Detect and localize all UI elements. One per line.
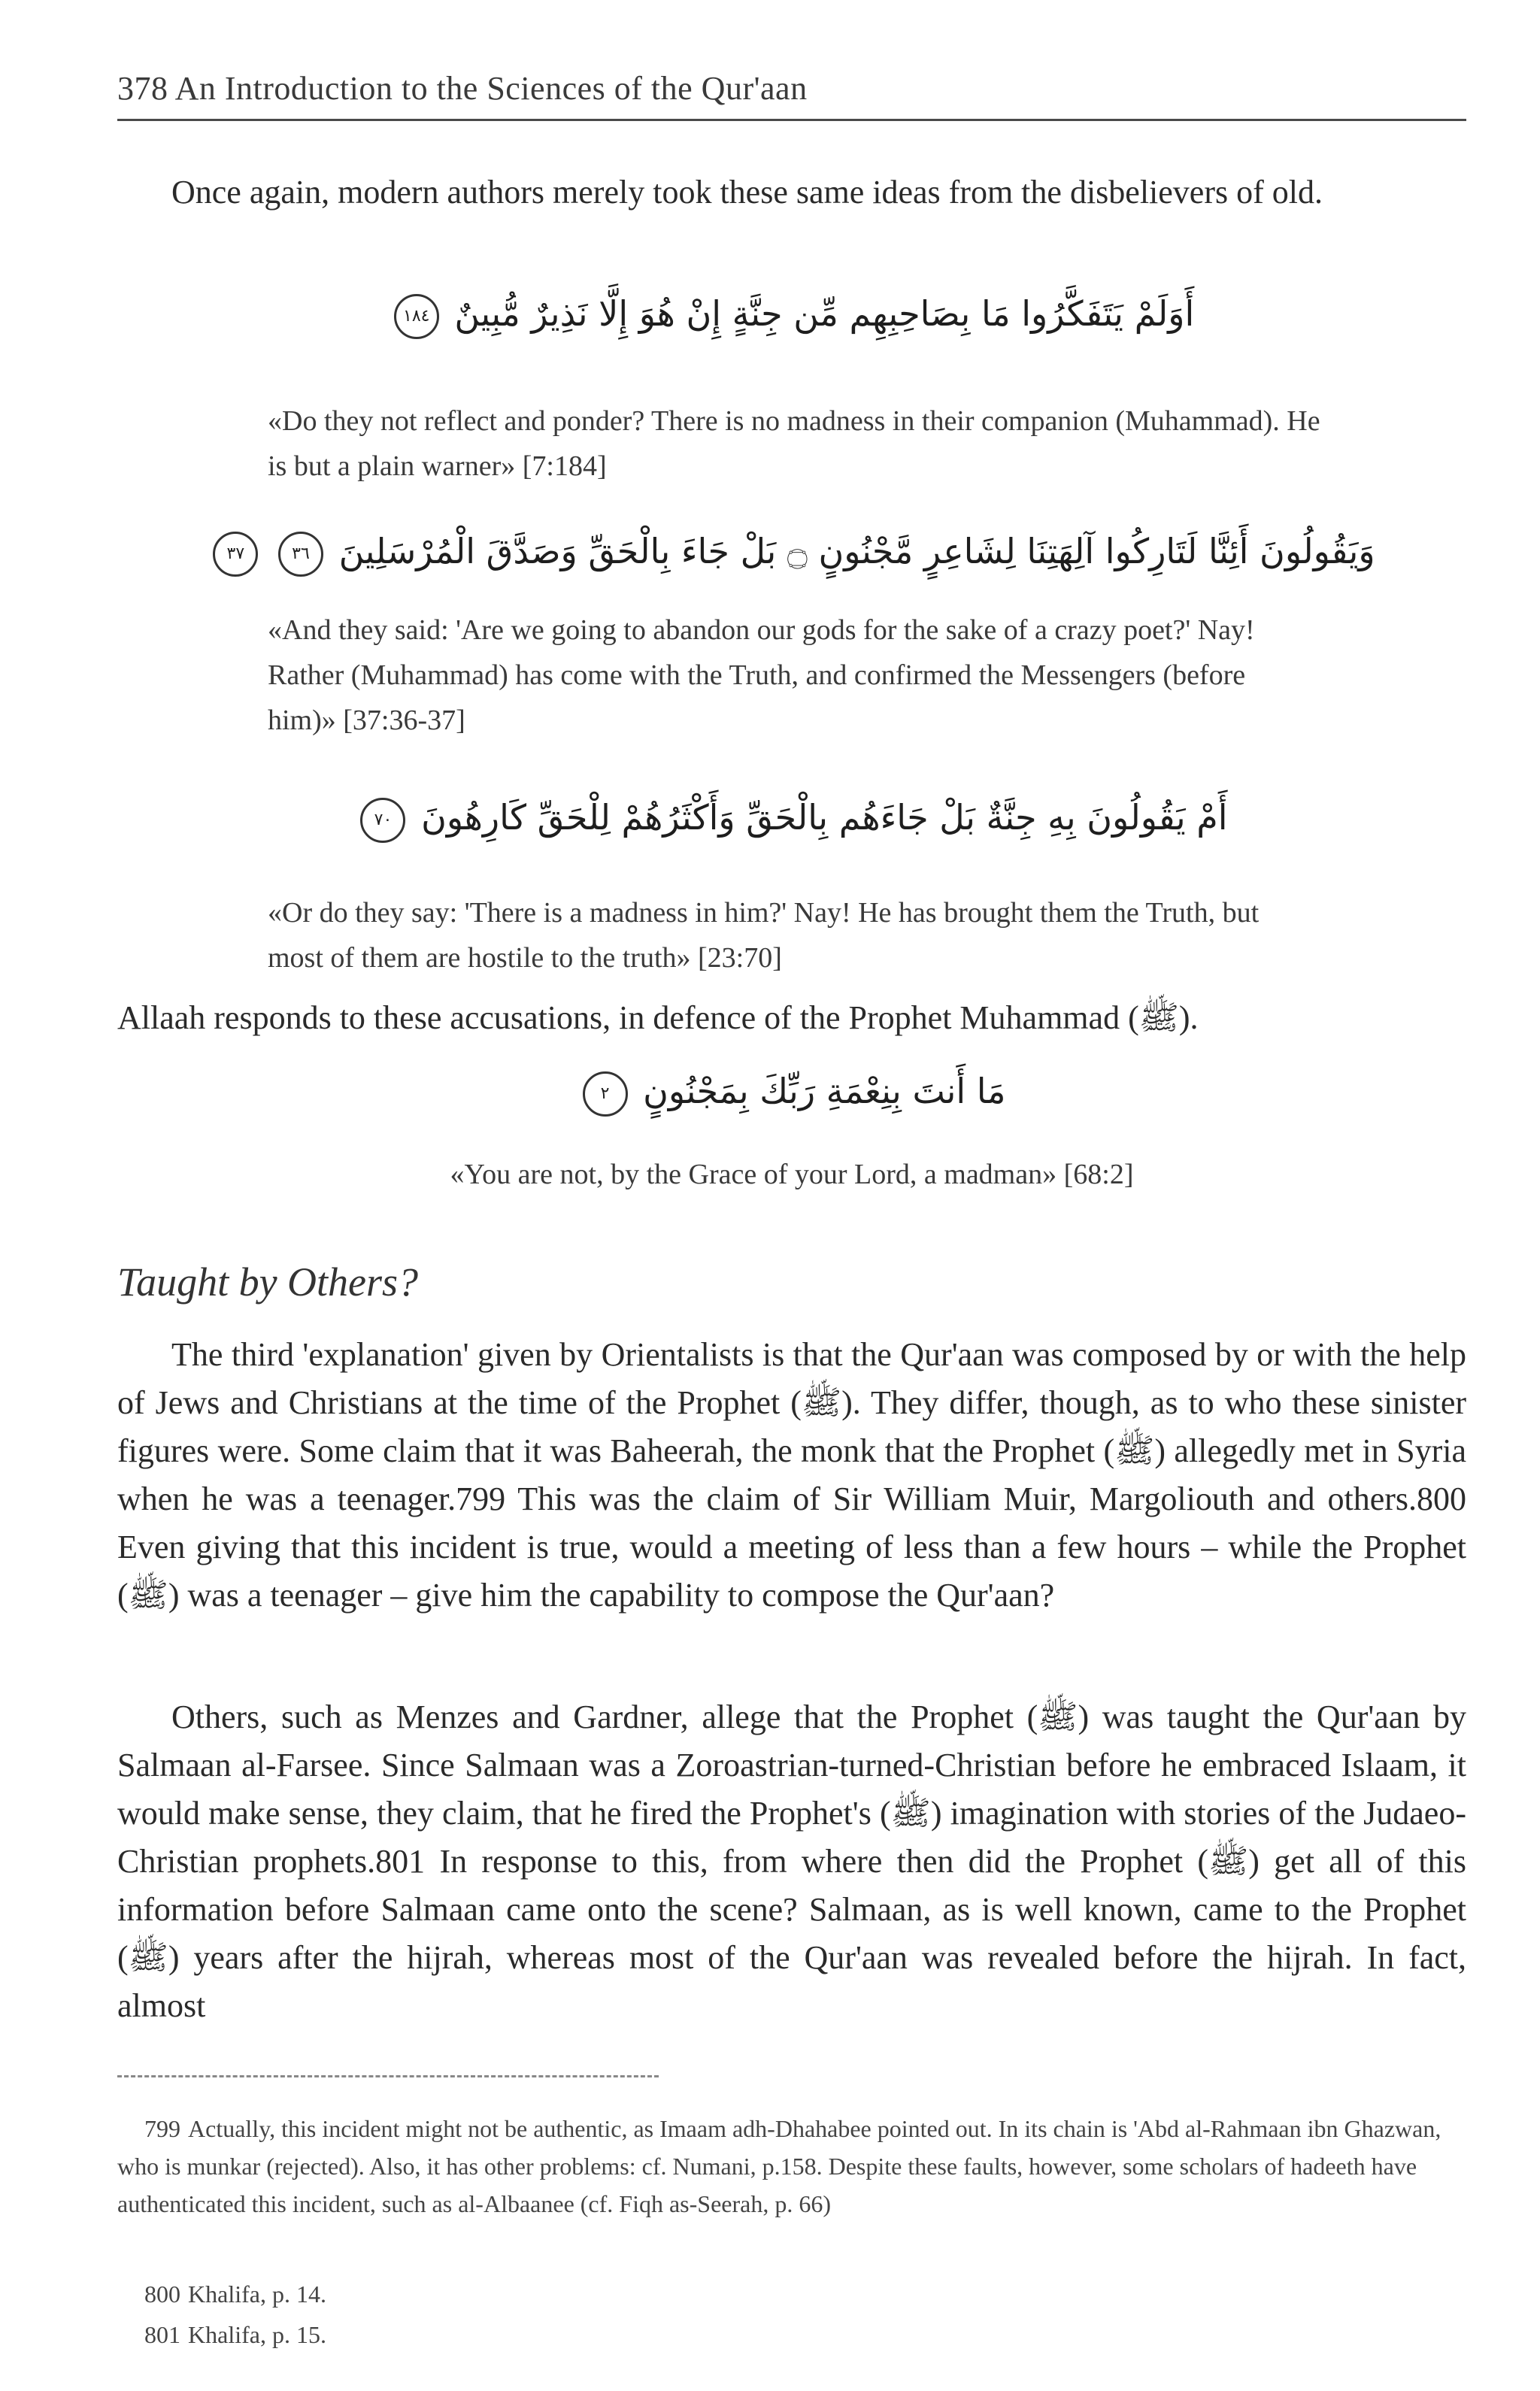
- ayah-number-icon: ٢: [583, 1071, 628, 1117]
- verse-arabic-text: مَا أَنتَ بِنِعْمَةِ رَبِّكَ بِمَجْنُونٍ: [643, 1071, 1006, 1111]
- ayah-number-icon: ٣٦: [278, 532, 323, 577]
- footnote-801: [117, 2316, 1466, 2353]
- verse-arabic-text: أَوَلَمْ يَتَفَكَّرُوا مَا بِصَاحِبِهِم مِّن جِنَّةٍ إِنْ هُوَ إِلَّا نَذِيرٌ مُّبِينٌ: [454, 293, 1195, 334]
- verse-translation-4: «You are not, by the Grace of your Lord, a madman» [68:2]: [450, 1159, 1134, 1190]
- intro-paragraph: Once again, modern authors merely took these same ideas from the disbelievers of old.: [171, 174, 1323, 211]
- body-paragraph-2: Others, such as Menzes and Gardner, allege that the Prophet (ﷺ) was taught the Qur'aan by Salmaan al-Farsee. Since Salmaan was a Zoroastrian-turned-Christian before he embraced Islaam, it would make sense, they claim, that he fired the Prophet's (ﷺ) imagination with stories of the Judaeo-Christian prophets.801 In response to this, from where then did the Prophet (ﷺ) get all of this information before Salmaan came onto the scene? Salmaan, as is well known, came to the Prophet (ﷺ) years after the hijrah, whereas most of the Qur'aan was revealed before the hijrah. In fact, almost: [117, 1699, 1466, 2024]
- ayah-number-icon: ٧٠: [360, 798, 405, 843]
- section-heading: Taught by Others?: [117, 1259, 419, 1305]
- footnote-number: 800: [144, 2280, 180, 2308]
- verse-arabic-text: وَيَقُولُونَ أَئِنَّا لَتَارِكُوا آلِهَتِنَا لِشَاعِرٍ مَّجْنُونٍ ۝ بَلْ جَاءَ بِالْحَقِّ وَصَدَّقَ الْمُرْسَلِينَ: [338, 531, 1375, 571]
- verse-translation-1: «Do they not reflect and ponder? There is no madness in their companion (Muhammad). He is but a plain warner» [7:184]: [268, 405, 1320, 482]
- verse-arabic-3: [117, 797, 1466, 843]
- verse-translation-3: «Or do they say: 'There is a madness in him?' Nay! He has brought them the Truth, but most of them are hostile to the truth» [23:70]: [268, 897, 1260, 974]
- allaah-responds-line: Allaah responds to these accusations, in defence of the Prophet Muhammad (ﷺ).: [117, 999, 1199, 1036]
- running-header: 378 An Introduction to the Sciences of the Qur'aan: [117, 70, 808, 107]
- ayah-number-icon: ٣٧: [213, 532, 258, 577]
- footnote-text: Khalifa, p. 15.: [188, 2321, 326, 2348]
- header-rule: [117, 119, 1466, 121]
- verse-arabic-4: [117, 1071, 1466, 1117]
- body-paragraph-1: The third 'explanation' given by Orientalists is that the Qur'aan was composed by or with the help of Jews and Christians at the time of the Prophet (ﷺ). They differ, though, as to who these sinister figures were. Some claim that it was Baheerah, the monk that the Prophet (ﷺ) allegedly met in Syria when he was a teenager.799 This was the claim of Sir William Muir, Margoliouth and others.800 Even giving that this incident is true, would a meeting of less than a few hours – while the Prophet (ﷺ) was a teenager – give him the capability to compose the Qur'aan?: [117, 1336, 1467, 1614]
- verse-arabic-2: [117, 531, 1466, 577]
- verse-arabic-1: [117, 293, 1466, 339]
- verse-arabic-text: أَمْ يَقُولُونَ بِهِ جِنَّةٌ بَلْ جَاءَهُم بِالْحَقِّ وَأَكْثَرُهُمْ لِلْحَقِّ كَارِهُونَ: [421, 797, 1228, 838]
- verse-translation-2: «And they said: 'Are we going to abandon our gods for the sake of a crazy poet?' Nay! Rather (Muhammad) has come with the Truth, and confirmed the Messengers (before him)» [37:36-37]: [268, 614, 1255, 736]
- ayah-number-icon: ١٨٤: [394, 294, 439, 339]
- footnote-text: Khalifa, p. 14.: [188, 2280, 326, 2308]
- footnote-799: [117, 2110, 1466, 2223]
- footnote-number: 801: [144, 2321, 180, 2348]
- footnote-number: 799: [144, 2115, 180, 2142]
- footnote-800: [117, 2275, 1466, 2313]
- footnote-separator: [117, 2075, 659, 2077]
- footnote-text: Actually, this incident might not be authentic, as Imaam adh-Dhahabee pointed out. In its chain is 'Abd al-Rahmaan ibn Ghazwan, who is munkar (rejected). Also, it has other problems: cf. Numani, p.158. Despite these faults, however, some scholars of hadeeth have authenticated this incident, such as al-Albaanee (cf. Fiqh as-Seerah, p. 66): [117, 2115, 1441, 2217]
